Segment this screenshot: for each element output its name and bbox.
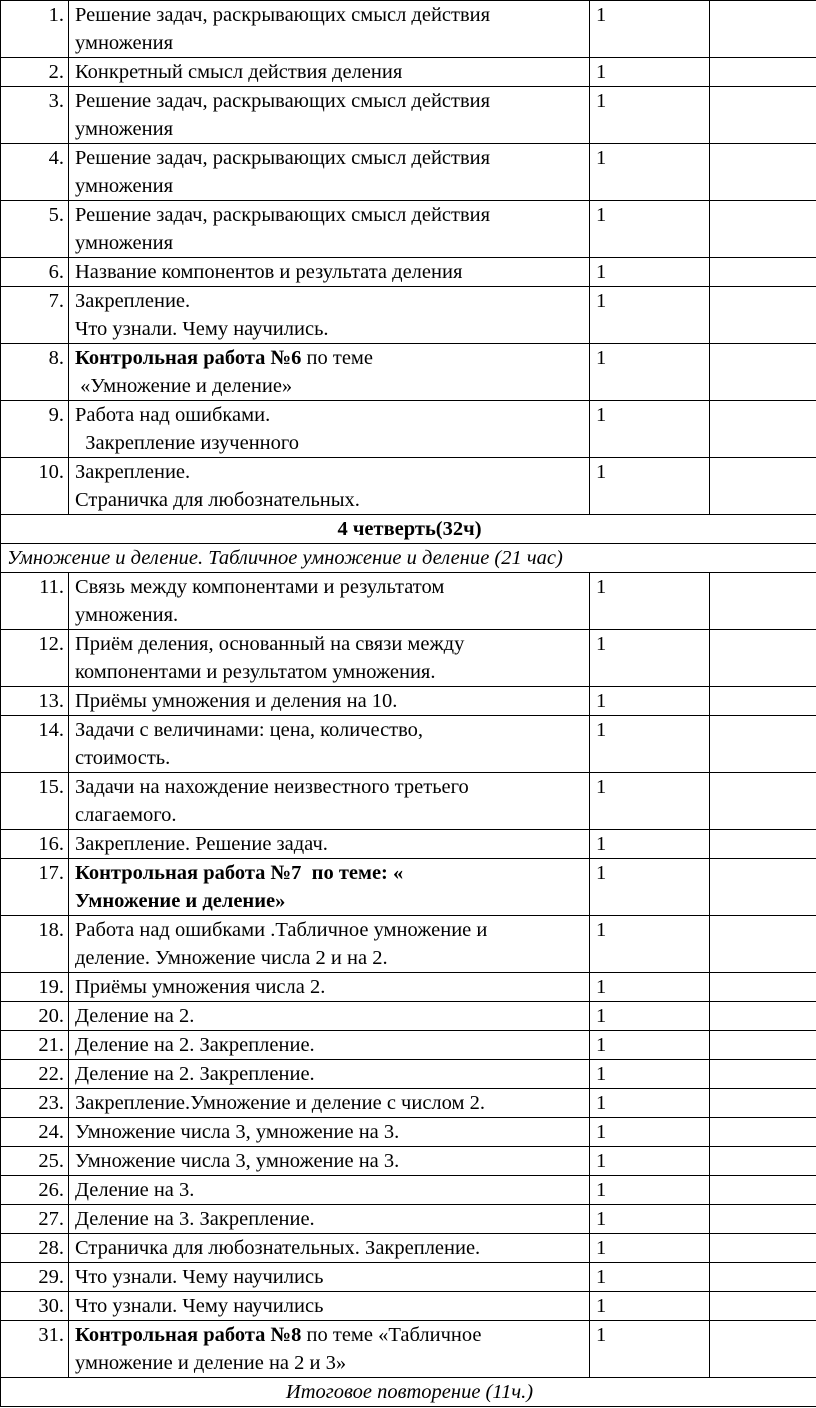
topic-line: [75, 744, 585, 772]
table-row: [1, 1031, 816, 1060]
lesson-hours: 1: [590, 1292, 710, 1321]
topic-line: [75, 1031, 585, 1059]
lesson-number: 16.: [1, 830, 69, 859]
lesson-number: 19.: [1, 973, 69, 1002]
lesson-date-cell: [710, 1205, 816, 1234]
topic-line: [75, 1002, 585, 1030]
topic-text: умножения: [75, 175, 174, 197]
topic-line: [75, 1321, 585, 1349]
lesson-date-cell: [710, 1321, 816, 1378]
topic-text: Закрепление.: [75, 461, 191, 483]
lesson-number: 31.: [1, 1321, 69, 1378]
topic-line: [75, 1234, 585, 1262]
topic-line: [75, 601, 585, 629]
lesson-topic: [69, 830, 590, 859]
lesson-hours: 1: [590, 830, 710, 859]
lesson-number: 23.: [1, 1089, 69, 1118]
lesson-hours: 1: [590, 916, 710, 973]
lesson-topic: [69, 1176, 590, 1205]
table-row: [1, 1147, 816, 1176]
lesson-number: 9.: [1, 401, 69, 458]
lesson-number: 12.: [1, 630, 69, 687]
lesson-number: 4.: [1, 144, 69, 201]
lesson-number: 26.: [1, 1176, 69, 1205]
lesson-date-cell: [710, 773, 816, 830]
lesson-number: 8.: [1, 344, 69, 401]
topic-line: [75, 830, 585, 858]
topic-line: [75, 1263, 585, 1291]
topic-bold-text: Контрольная работа №7 по теме: «: [75, 862, 404, 884]
lesson-number: 30.: [1, 1292, 69, 1321]
lesson-hours: 1: [590, 773, 710, 830]
lesson-number: 1.: [1, 1, 69, 58]
lesson-hours: 1: [590, 687, 710, 716]
lesson-hours: 1: [590, 1002, 710, 1031]
lesson-date-cell: [710, 401, 816, 458]
topic-text: Умножение числа 3, умножение на 3.: [75, 1150, 400, 1172]
lesson-date-cell: [710, 573, 816, 630]
lesson-number: 5.: [1, 201, 69, 258]
lesson-hours: 1: [590, 344, 710, 401]
topic-text: Деление на 3.: [75, 1179, 195, 1201]
lesson-number: 28.: [1, 1234, 69, 1263]
table-row: [1, 1, 816, 58]
section-title: Умножение и деление. Табличное умножение и деление (21 час): [1, 544, 816, 573]
lesson-topic: [69, 1, 590, 58]
lesson-hours: 1: [590, 1263, 710, 1292]
topic-text: Закрепление.: [75, 290, 191, 312]
lesson-number: 22.: [1, 1060, 69, 1089]
lesson-hours: 1: [590, 58, 710, 87]
topic-line: [75, 859, 585, 887]
lesson-date-cell: [710, 1002, 816, 1031]
lesson-date-cell: [710, 630, 816, 687]
topic-line: [75, 486, 585, 514]
lesson-topic: [69, 58, 590, 87]
topic-line: [75, 144, 585, 172]
topic-text: Страничка для любознательных.: [75, 489, 360, 511]
lesson-hours: 1: [590, 859, 710, 916]
topic-text: Связь между компонентами и результатом: [75, 576, 445, 598]
lesson-topic: [69, 1031, 590, 1060]
lesson-date-cell: [710, 58, 816, 87]
lesson-topic: [69, 573, 590, 630]
topic-text: Приём деления, основанный на связи между: [75, 633, 465, 655]
quarter-header: [1, 515, 816, 573]
topic-text: Что узнали. Чему научились: [75, 1266, 324, 1288]
topic-line: [75, 229, 585, 257]
topic-line: [75, 887, 585, 915]
lessons-part-1: [1, 1, 816, 515]
topic-text: Страничка для любознательных. Закрепление.: [75, 1237, 481, 1259]
lesson-topic: [69, 144, 590, 201]
lesson-hours: 1: [590, 1321, 710, 1378]
topic-text: умножения: [75, 232, 174, 254]
topic-text: Деление на 2. Закрепление.: [75, 1063, 315, 1085]
lesson-hours: 1: [590, 1060, 710, 1089]
topic-line: [75, 1205, 585, 1233]
topic-text: умножения.: [75, 604, 179, 626]
topic-line: [75, 258, 585, 286]
topic-line: [75, 58, 585, 86]
lesson-number: 7.: [1, 287, 69, 344]
lesson-hours: 1: [590, 1234, 710, 1263]
lesson-number: 11.: [1, 573, 69, 630]
topic-bold-text: Умножение и деление»: [75, 890, 286, 912]
table-row: [1, 1089, 816, 1118]
lesson-date-cell: [710, 1089, 816, 1118]
table-row: [1, 1002, 816, 1031]
lesson-topic: [69, 973, 590, 1002]
lesson-hours: 1: [590, 630, 710, 687]
lesson-date-cell: [710, 258, 816, 287]
topic-text: Решение задач, раскрывающих смысл действия: [75, 204, 491, 226]
lesson-number: 17.: [1, 859, 69, 916]
topic-line: [75, 1147, 585, 1175]
lesson-hours: 1: [590, 1176, 710, 1205]
table-row: [1, 573, 816, 630]
lesson-hours: 1: [590, 1118, 710, 1147]
lesson-hours: 1: [590, 87, 710, 144]
topic-line: [75, 973, 585, 1001]
lesson-topic: [69, 1321, 590, 1378]
topic-line: [75, 944, 585, 972]
topic-text: Что узнали. Чему научились: [75, 1295, 324, 1317]
topic-text: Работа над ошибками .Табличное умножение и: [75, 919, 488, 941]
lesson-hours: 1: [590, 1089, 710, 1118]
table-row: [1, 87, 816, 144]
topic-line: [75, 658, 585, 686]
topic-line: [75, 916, 585, 944]
table-row: [1, 716, 816, 773]
topic-line: [75, 687, 585, 715]
lesson-date-cell: [710, 458, 816, 515]
lesson-topic: [69, 916, 590, 973]
topic-text: умножения: [75, 32, 174, 54]
lesson-topic: [69, 287, 590, 344]
lesson-topic: [69, 258, 590, 287]
topic-line: [75, 1, 585, 29]
topic-line: [75, 1060, 585, 1088]
lesson-date-cell: [710, 1060, 816, 1089]
table-row: [1, 1263, 816, 1292]
topic-line: [75, 1349, 585, 1377]
topic-bold-text: Контрольная работа №6: [75, 347, 302, 369]
lesson-number: 29.: [1, 1263, 69, 1292]
topic-text: по теме «Табличное: [301, 1324, 482, 1346]
lesson-number: 18.: [1, 916, 69, 973]
lesson-topic: [69, 1002, 590, 1031]
topic-line: [75, 630, 585, 658]
topic-line: [75, 429, 585, 457]
lesson-number: 15.: [1, 773, 69, 830]
table-row: [1, 687, 816, 716]
lesson-hours: 1: [590, 201, 710, 258]
lesson-date-cell: [710, 1118, 816, 1147]
topic-text: Приёмы умножения и деления на 10.: [75, 690, 398, 712]
lesson-hours: 1: [590, 458, 710, 515]
lesson-topic: [69, 201, 590, 258]
lesson-date-cell: [710, 716, 816, 773]
lesson-topic: [69, 716, 590, 773]
table-row: [1, 58, 816, 87]
lesson-date-cell: [710, 859, 816, 916]
topic-line: [75, 201, 585, 229]
table-row: [1, 1234, 816, 1263]
table-row: [1, 1118, 816, 1147]
topic-bold-text: Контрольная работа №8: [75, 1324, 302, 1346]
table-row: [1, 1176, 816, 1205]
topic-line: [75, 1118, 585, 1146]
lesson-date-cell: [710, 830, 816, 859]
lesson-hours: 1: [590, 1031, 710, 1060]
topic-line: [75, 801, 585, 829]
table-row: [1, 344, 816, 401]
lessons-part-2: [1, 573, 816, 1378]
topic-text: Приёмы умножения числа 2.: [75, 976, 326, 998]
topic-text: Конкретный смысл действия деления: [75, 61, 403, 83]
lesson-date-cell: [710, 144, 816, 201]
table-row: [1, 973, 816, 1002]
topic-text: Название компонентов и результата деления: [75, 261, 463, 283]
final-section: [1, 1378, 816, 1407]
topic-line: [75, 372, 585, 400]
lesson-date-cell: [710, 1263, 816, 1292]
table-row: [1, 144, 816, 201]
lesson-topic: [69, 687, 590, 716]
topic-line: [75, 401, 585, 429]
lesson-date-cell: [710, 1031, 816, 1060]
final-section-title: Итоговое повторение (11ч.): [1, 1378, 816, 1407]
topic-text: Деление на 2.: [75, 1005, 195, 1027]
lesson-topic: [69, 87, 590, 144]
lesson-topic: [69, 344, 590, 401]
topic-line: [75, 29, 585, 57]
table-row: [1, 773, 816, 830]
topic-text: Работа над ошибками.: [75, 404, 271, 426]
lesson-topic: [69, 1089, 590, 1118]
table-row: [1, 201, 816, 258]
lesson-topic: [69, 630, 590, 687]
topic-text: умножения: [75, 118, 174, 140]
lesson-number: 24.: [1, 1118, 69, 1147]
table-row: [1, 916, 816, 973]
table-row: [1, 630, 816, 687]
lesson-number: 2.: [1, 58, 69, 87]
lesson-topic: [69, 401, 590, 458]
quarter-title: 4 четверть(32ч): [1, 515, 816, 544]
lesson-topic: [69, 773, 590, 830]
lesson-date-cell: [710, 1176, 816, 1205]
lesson-hours: 1: [590, 973, 710, 1002]
lesson-topic: [69, 1292, 590, 1321]
lesson-number: 3.: [1, 87, 69, 144]
lesson-date-cell: [710, 1234, 816, 1263]
lesson-hours: 1: [590, 1147, 710, 1176]
lesson-hours: 1: [590, 144, 710, 201]
lesson-topic: [69, 1147, 590, 1176]
topic-text: Что узнали. Чему научились.: [75, 318, 329, 340]
topic-line: [75, 115, 585, 143]
lesson-number: 6.: [1, 258, 69, 287]
lesson-date-cell: [710, 916, 816, 973]
lesson-topic: [69, 1263, 590, 1292]
topic-text: слагаемого.: [75, 804, 177, 826]
lesson-date-cell: [710, 87, 816, 144]
table-row: [1, 401, 816, 458]
lesson-number: 21.: [1, 1031, 69, 1060]
lesson-number: 10.: [1, 458, 69, 515]
topic-line: [75, 1292, 585, 1320]
lesson-date-cell: [710, 201, 816, 258]
lesson-hours: 1: [590, 258, 710, 287]
lesson-date-cell: [710, 1147, 816, 1176]
lesson-number: 13.: [1, 687, 69, 716]
topic-line: [75, 315, 585, 343]
topic-text: стоимость.: [75, 747, 171, 769]
topic-line: [75, 87, 585, 115]
lesson-topic: [69, 458, 590, 515]
topic-line: [75, 172, 585, 200]
lesson-hours: 1: [590, 1, 710, 58]
topic-text: компонентами и результатом умножения.: [75, 661, 436, 683]
lesson-hours: 1: [590, 401, 710, 458]
topic-line: [75, 573, 585, 601]
table-row: [1, 1205, 816, 1234]
lesson-number: 14.: [1, 716, 69, 773]
topic-text: Закрепление.Умножение и деление с числом 2.: [75, 1092, 485, 1114]
lesson-topic: [69, 1060, 590, 1089]
topic-text: умножение и деление на 2 и 3»: [75, 1352, 347, 1374]
topic-text: Задачи на нахождение неизвестного третьего: [75, 776, 469, 798]
topic-text: Закрепление изученного: [75, 432, 300, 454]
topic-text: «Умножение и деление»: [75, 375, 293, 397]
lesson-date-cell: [710, 687, 816, 716]
topic-text: Деление на 2. Закрепление.: [75, 1034, 315, 1056]
lesson-number: 25.: [1, 1147, 69, 1176]
lesson-hours: 1: [590, 1205, 710, 1234]
topic-text: по теме: [301, 347, 373, 369]
table-row: [1, 1060, 816, 1089]
lesson-number: 20.: [1, 1002, 69, 1031]
topic-text: Закрепление. Решение задач.: [75, 833, 328, 855]
lesson-topic: [69, 1205, 590, 1234]
table-row: [1, 859, 816, 916]
lesson-date-cell: [710, 1292, 816, 1321]
topic-text: Решение задач, раскрывающих смысл действия: [75, 4, 491, 26]
lesson-hours: 1: [590, 573, 710, 630]
topic-line: [75, 1089, 585, 1117]
lesson-hours: 1: [590, 287, 710, 344]
lesson-topic: [69, 1118, 590, 1147]
lesson-date-cell: [710, 1, 816, 58]
topic-line: [75, 1176, 585, 1204]
topic-line: [75, 287, 585, 315]
topic-line: [75, 716, 585, 744]
topic-text: Умножение числа 3, умножение на 3.: [75, 1121, 400, 1143]
topic-text: Решение задач, раскрывающих смысл действия: [75, 90, 491, 112]
table-row: [1, 258, 816, 287]
topic-line: [75, 458, 585, 486]
table-row: [1, 458, 816, 515]
lesson-topic: [69, 859, 590, 916]
topic-line: [75, 773, 585, 801]
lesson-date-cell: [710, 344, 816, 401]
lesson-topic: [69, 1234, 590, 1263]
topic-line: [75, 344, 585, 372]
lesson-date-cell: [710, 287, 816, 344]
topic-text: Решение задач, раскрывающих смысл действия: [75, 147, 491, 169]
topic-text: Задачи с величинами: цена, количество,: [75, 719, 424, 741]
lesson-date-cell: [710, 973, 816, 1002]
table-row: [1, 287, 816, 344]
lesson-hours: 1: [590, 716, 710, 773]
table-row: [1, 1321, 816, 1378]
table-row: [1, 830, 816, 859]
topic-text: деление. Умножение числа 2 и на 2.: [75, 947, 388, 969]
lesson-number: 27.: [1, 1205, 69, 1234]
topic-text: Деление на 3. Закрепление.: [75, 1208, 315, 1230]
table-row: [1, 1292, 816, 1321]
